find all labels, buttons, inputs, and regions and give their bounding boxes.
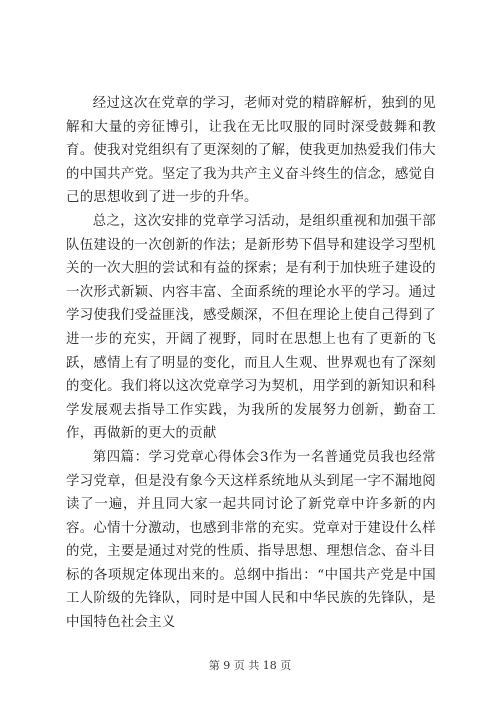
paragraph-2: 总之，这次安排的党章学习活动，是组织重视和加强干部队伍建设的一次创新的作法；是新形势下倡导和建设学习型机关的一次大胆的尝试和有益的探索；是有利于加快班子建设的一次形式新颖、内容丰富、全面系统的理论水平的学习。通过学习使我们受益匪浅，感受颇深，不但在理论上使自己得到了进一步的充实，开阔了视野，同时在思想上也有了更新的飞跃，感情上有了明显的变化，而且人生观、世界观也有了深刻的变化。我们将以这次党章学习为契机，用学到的新知识和科学发展观去指导工作实践，为我所的发展努力创新，勤奋工作，再做新的更大的贡献: [66, 213, 436, 442]
paragraph-3: 第四篇：学习党章心得体会3作为一名普通党员我也经常学习党章，但是没有象今天这样系统地从头到尾一字不漏地阅读了一遍，并且同大家一起共同讨论了新党章中许多新的内容。心情十分激动，也感到非常的充实。党章对于建设什么样的党，主要是通过对党的性质、指导思想、理想信念、奋斗目标的各项规定体现出来的。总纲中指出：“中国共产党是中国工人阶级的先锋队，同时是中国人民和中华民族的先锋队，是中国特色社会主义: [66, 449, 436, 631]
paragraph-1: 经过这次在党章的学习，老师对党的精辟解析，独到的见解和大量的旁征博引，让我在无比叹服的同时深受鼓舞和教育。使我对党组织有了更深刻的了解，使我更加热爱我们伟大的中国共产党。坚定了我为共产主义奋斗终生的信念，感觉自己的思想收到了进一步的升华。: [66, 96, 436, 206]
document-body: [66, 92, 436, 635]
page-footer: 第 9 页 共 18 页: [208, 659, 292, 672]
